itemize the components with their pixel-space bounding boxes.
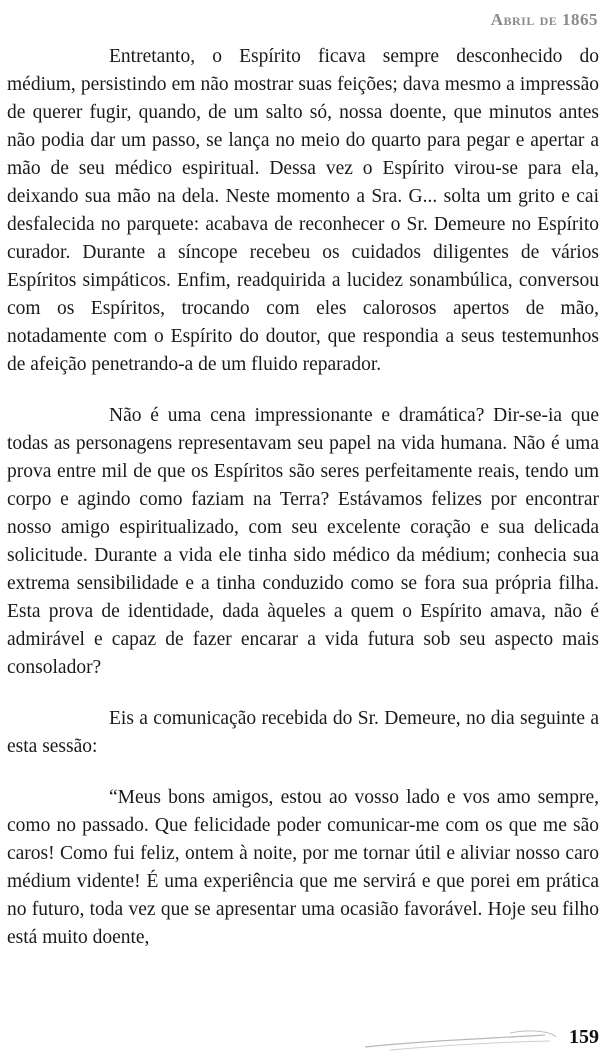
- page-text: [7, 43, 599, 952]
- paragraph-3: Eis a comunicação recebida do Sr. Demeure, no dia seguinte a esta sessão:: [7, 708, 599, 757]
- paragraph-4: “Meus bons amigos, estou ao vosso lado e vos amo sempre, como no passado. Que felicidade poder comunicar-me com os que me são caros! Como fui feliz, ontem à noite, por me tornar útil e aliviar nosso caro médium vidente! É uma experiência que me servirá e que porei em prática no futuro, toda vez que se apresentar uma ocasião favorável. Hoje seu filho está muito doente,: [7, 787, 599, 948]
- page-number: 159: [569, 1026, 599, 1048]
- running-header: Abril de 1865: [490, 10, 598, 29]
- paragraph-1: Entretanto, o Espírito ficava sempre desconhecido do médium, persistindo em não mostrar suas feições; dava mesmo a impressão de querer fugir, quando, de um salto só, nossa doente, que minutos antes não podia dar um passo, se lança no meio do quarto para pegar e apertar a mão de seu médico espiritual. Dessa vez o Espírito virou-se para ela, deixando sua mão na dela. Neste momento a Sra. G... solta um grito e cai desfalecida no parquete: acabava de reconhecer o Sr. Demeure no Espírito curador. Durante a síncope recebeu os cuidados diligentes de vários Espíritos simpáticos. Enfim, readquirida a lucidez sonambúlica, conversou com os Espíritos, trocando com eles calorosos apertos de mão, notadamente com o Espírito do doutor, que respondia a seus testemunhos de afeição penetrando-a de um fluido reparador.: [7, 46, 599, 375]
- decorative-flourish: [360, 1025, 560, 1055]
- paragraph-2: Não é uma cena impressionante e dramática? Dir-se-ia que todas as personagens representavam seu papel na vida humana. Não é uma prova entre mil de que os Espíritos são seres perfeitamente reais, tendo um corpo e agindo como faziam na Terra? Estávamos felizes por encontrar nosso amigo espiritualizado, com seu excelente coração e sua delicada solicitude. Durante a vida ele tinha sido médico da médium; conhecia sua extrema sensibilidade e a tinha conduzido como se fora sua própria filha. Esta prova de identidade, dada àqueles a quem o Espírito amava, não é admirável e capaz de fazer encarar a vida futura sob seu aspecto mais consolador?: [7, 405, 599, 678]
